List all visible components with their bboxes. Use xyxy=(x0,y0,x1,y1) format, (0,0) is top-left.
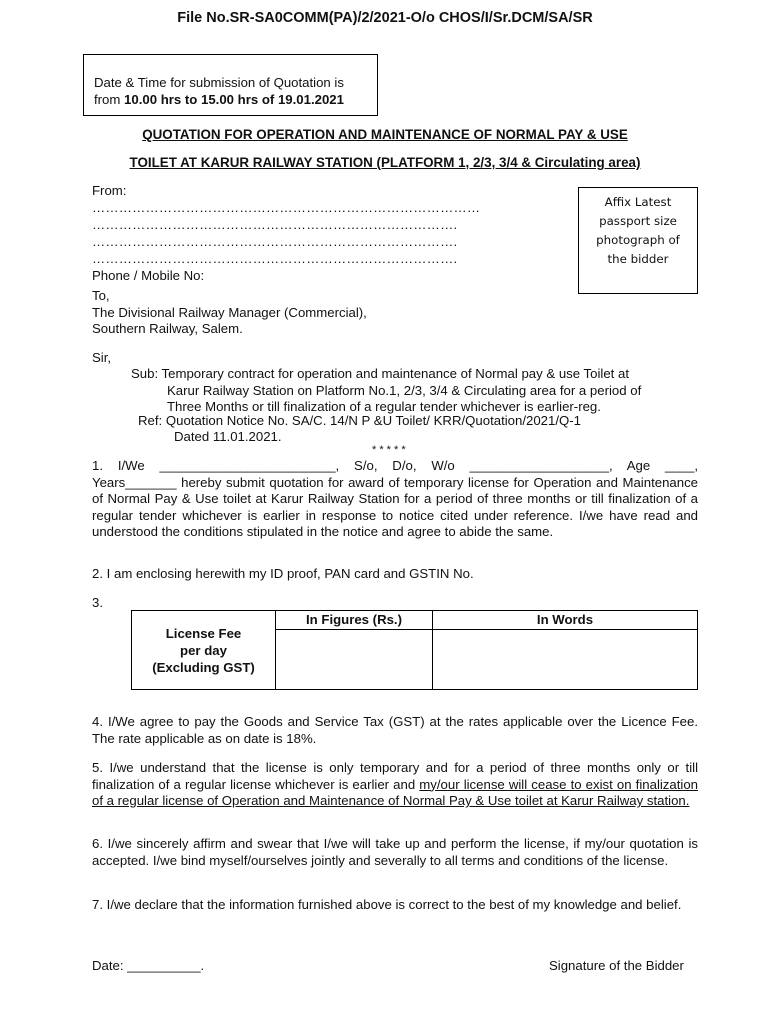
license-fee-table xyxy=(131,610,698,690)
to-label: To, xyxy=(92,288,110,303)
to-address-block xyxy=(92,288,492,338)
paragraph-1-first-line: 1. I/We ________________________, S/o, D/o, W/o ___________________, Age ____, xyxy=(92,458,698,473)
signature-label: Signature of the Bidder xyxy=(549,958,684,973)
fee-label-line: License Fee xyxy=(165,625,242,641)
passport-photo-box xyxy=(578,187,698,294)
from-address-block xyxy=(92,182,512,284)
file-number-heading: File No.SR-SA0COMM(PA)/2/2021-O/o CHOS/I/Sr.DCM/SA/SR xyxy=(177,10,593,26)
submission-time-box xyxy=(83,54,378,116)
addressee-line: Southern Railway, Salem. xyxy=(92,321,243,336)
addressee-line: The Divisional Railway Manager (Commercial), xyxy=(92,304,367,320)
salutation: Sir, xyxy=(92,350,112,365)
reference-line: Ref: Quotation Notice No. SA/C. 14/N P &U Toilet/ KRR/Quotation/2021/Q-1 xyxy=(138,413,581,428)
figures-entry-cell[interactable] xyxy=(276,630,433,690)
submission-line-2 xyxy=(94,91,377,108)
submission-line-1: Date & Time for submission of Quotation is xyxy=(94,75,344,90)
paragraph-4: 4. I/We agree to pay the Goods and Service Tax (GST) at the rates applicable over the Licence Fee. The rate applicable as on date is 18%. xyxy=(92,714,698,746)
photo-box-text: passport size xyxy=(599,214,677,228)
reference-block xyxy=(138,413,698,444)
submission-prefix: from xyxy=(94,92,125,107)
address-dot-line: …………………………………………………………………………… xyxy=(92,200,481,215)
subject-block xyxy=(131,366,691,416)
paragraph-3-number: 3. xyxy=(92,595,103,610)
address-dot-line: ………………………………………………………………………. xyxy=(92,251,458,266)
fee-label-line: (Excluding GST) xyxy=(152,659,255,675)
fee-label-line: per day xyxy=(180,642,227,658)
photo-box-text: the bidder xyxy=(607,252,669,266)
paragraph-2: 2. I am enclosing herewith my ID proof, PAN card and GSTIN No. xyxy=(92,566,474,581)
photo-box-text: photograph of xyxy=(596,233,680,247)
subject-line: Sub: Temporary contract for operation and maintenance of Normal pay & use Toilet at xyxy=(131,366,629,381)
separator-stars: * * * * * xyxy=(372,444,406,456)
paragraph-7: 7. I/we declare that the information furnished above is correct to the best of my knowledge and belief. xyxy=(92,897,682,912)
license-fee-label-cell xyxy=(132,611,276,690)
subject-line: Karur Railway Station on Platform No.1, 2/3, 3/4 & Circulating area for a period of xyxy=(167,382,642,398)
words-header: In Words xyxy=(433,611,698,630)
paragraph-6: 6. I/we sincerely affirm and swear that I/we will take up and perform the license, if my/our quotation is accepted. I/we bind myself/ourselves jointly and severally to all terms and conditions of the license. xyxy=(92,836,698,868)
from-label: From: xyxy=(92,183,127,198)
paragraph-5-text: 5. I/we understand that the license is only temporary and for a period of three months only or till finalization of a regular license whichever is earlier and xyxy=(92,760,698,792)
address-dot-line: ………………………………………………………………………. xyxy=(92,217,458,232)
submission-time: 10.00 hrs to 15.00 hrs of 19.01.2021 xyxy=(124,92,344,107)
figures-header: In Figures (Rs.) xyxy=(276,611,433,630)
document-title-line-1: QUOTATION FOR OPERATION AND MAINTENANCE OF NORMAL PAY & USE xyxy=(142,127,628,142)
words-entry-cell[interactable] xyxy=(433,630,698,690)
paragraph-1-body: Years_______ hereby submit quotation for award of temporary license for Operation and Maintenance of Normal Pay & Use toilet at Karur Railway Station for a period of three months or till finalization of a regular tender whichever is earlier in response to notice cited under reference. I/we have read and understood the conditions stipulated in the notice and agree to abide the same. xyxy=(92,474,698,539)
phone-label: Phone / Mobile No: xyxy=(92,268,205,283)
subject-line: Three Months or till finalization of a regular tender whichever is earlier-reg. xyxy=(167,399,601,414)
date-field: Date: __________. xyxy=(92,958,205,973)
address-dot-line: ………………………………………………………………………. xyxy=(92,234,458,249)
reference-date: Dated 11.01.2021. xyxy=(174,428,282,444)
document-title-line-2: TOILET AT KARUR RAILWAY STATION (PLATFORM 1, 2/3, 3/4 & Circulating area) xyxy=(129,155,641,170)
paragraph-5 xyxy=(92,760,698,810)
photo-box-text: Affix Latest xyxy=(604,195,672,209)
paragraph-5-underlined: my/our license will cease to exist on finalization of a regular license of Operation and Maintenance of Normal Pay & Use toilet at Karur Railway station. xyxy=(92,776,698,808)
paragraph-1 xyxy=(92,458,698,541)
